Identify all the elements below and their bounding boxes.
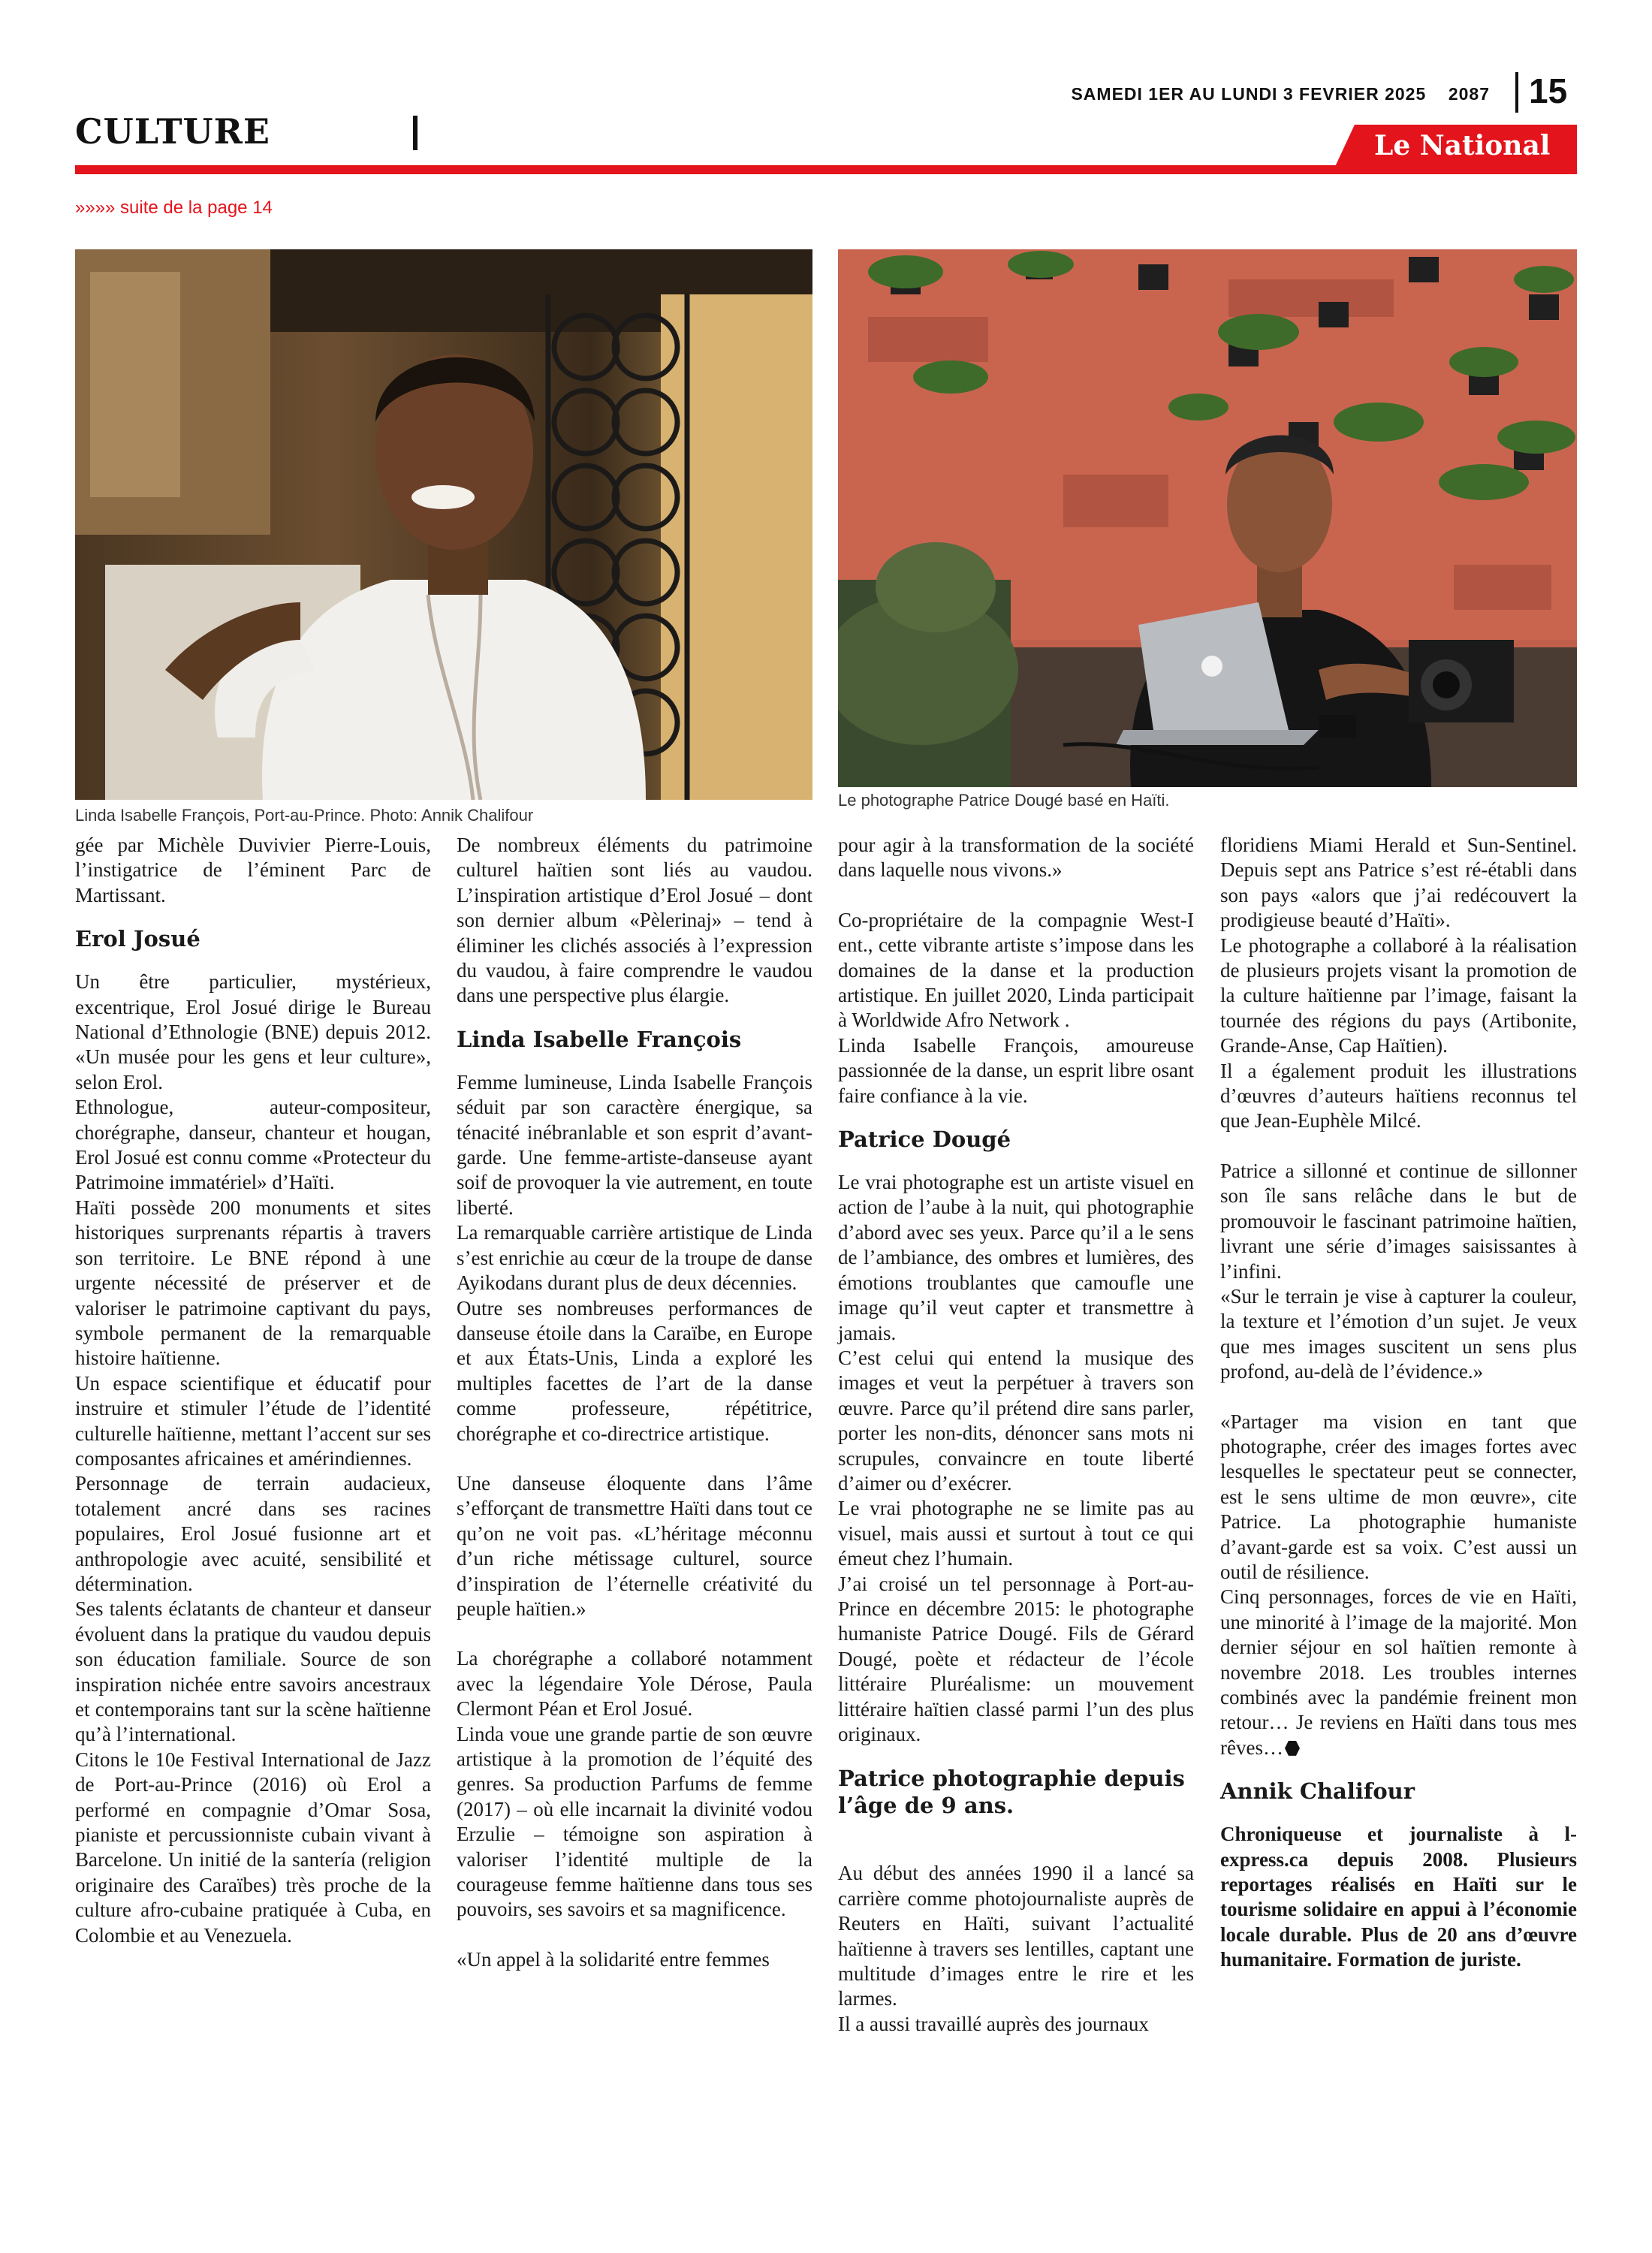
article-column-4 xyxy=(1220,833,1577,1973)
photo-linda-francois xyxy=(75,249,812,800)
paragraph: Femme lumineuse, Linda Isabelle François séduit par son caractère énergique, sa ténacité inébranlable et son esprit d’avant-garde. Une femme-artiste-danseuse ayant soif de provoquer la vie autrement, en toute liberté. xyxy=(457,1070,812,1219)
photo-patrice-dauge xyxy=(838,249,1577,787)
photo-caption-left: Linda Isabelle François, Port-au-Prince. Photo: Annik Chalifour xyxy=(75,806,534,825)
paragraph: «Sur le terrain je vise à capturer la couleur, la texture et l’émotion d’un sujet. Je veux que mes images suscitent un sens plus profond, au-delà de l’évidence.» xyxy=(1220,1284,1577,1383)
paragraph: Le photographe a collaboré à la réalisation de plusieurs projets visant la promotion de la culture haïtienne par l’image, faisant la tournée des régions du pays (Artibonite, Grande-Anse, Cap Haïtien). xyxy=(1220,933,1577,1057)
article-column-2 xyxy=(457,833,812,1972)
brand-name: Le National xyxy=(1374,130,1551,161)
issue-number: 2087 xyxy=(1448,84,1490,104)
paragraph: floridiens Miami Herald et Sun-Sentinel. Depuis sept ans Patrice s’est ré-établi dans son pays «alors que j’ai redécouvert la prodigieuse beauté d’Haïti». xyxy=(1220,834,1577,932)
header-rule xyxy=(75,165,1577,174)
paragraph: Outre ses nombreuses performances de danseuse étoile dans la Caraïbe, en Europe et aux États-Unis, Linda a exploré les multiples facettes de l’art de la danse comme professeure, répétitrice, chorégraphe et co-directrice artistique. xyxy=(457,1296,812,1445)
article-column-1 xyxy=(75,833,431,1948)
author-name: Annik Chalifour xyxy=(1220,1778,1415,1805)
paragraph: Linda Isabelle François, amoureuse passionnée de la danse, un esprit libre osant faire confiance à la vie. xyxy=(838,1033,1194,1107)
closing-paragraph: Cinq personnages, forces de vie en Haïti, une minorité à l’image de la majorité. Mon dernier séjour en sol haïtien remonte à novembre 2018. Les troubles internes combinés avec la pandémie freinent mon retour… Je reviens en Haïti dans tous mes rêves… xyxy=(1220,1585,1577,1759)
paragraph: La remarquable carrière artistique de Linda s’est enrichie au cœur de la troupe de danse Ayikodans durant plus de deux décennies. xyxy=(457,1221,812,1295)
issue-date: SAMEDI 1ER AU LUNDI 3 FEVRIER 2025 xyxy=(1071,84,1427,104)
paragraph: Co-propriétaire de la compagnie West-I ent., cette vibrante artiste s’impose dans les domaines de la danse et la production artistique. En juillet 2020, Linda participait à Worldwide Afro Network . xyxy=(838,908,1194,1032)
paragraph: Linda voue une grande partie de son œuvre artistique à la promotion de l’équité des genres. Sa production Parfums de femme (2017) – où elle incarnait la divinité vodou Erzulie – témoigne son aspiration à valoriser l’identité multiple de la courageuse femme haïtienne dans tous ses pouvoirs, ses savoirs et sa magnificence. xyxy=(457,1722,812,1921)
paragraph: Haïti possède 200 monuments et sites historiques surprenants répartis à travers son territoire. Le BNE répond à une urgente nécessité de préserver et de valoriser le patrimoine captivant du pays, symbole permanent de la remarquable histoire haïtienne. xyxy=(75,1196,431,1370)
paragraph: De nombreux éléments du patrimoine culturel haïtien sont liés au vaudou. L’inspiration artistique d’Erol Josué – dont son dernier album «Pèlerinaj» – tend à éliminer les clichés associés à l’expression du vaudou, à faire comprendre le vaudou dans une perspective plus élargie. xyxy=(457,834,812,1007)
page-number-divider xyxy=(1515,72,1518,113)
paragraph: Le vrai photographe ne se limite pas au visuel, mais aussi et surtout à tout ce qui émeut chez l’humain. xyxy=(838,1497,1194,1570)
photo-caption-right: Le photographe Patrice Dougé basé en Haïti. xyxy=(838,791,1170,810)
section-separator xyxy=(413,116,418,150)
article-column-3 xyxy=(838,833,1194,2037)
subheading-linda-francois: Linda Isabelle François xyxy=(457,1026,742,1052)
paragraph: C’est celui qui entend la musique des images et veut la perpétuer à travers son œuvre. Parce qu’il prétend dire sans parler, porter les non-dits, dénoncer sans mots ni scrupules, convaincre en toute liberté d’aimer ou d’exécrer. xyxy=(838,1346,1194,1494)
paragraph: Au début des années 1990 il a lancé sa carrière comme photojournaliste auprès de Reuters en Haïti, suivant l’actualité haïtienne à travers ses lentilles, captant une multitude d’images entre le rire et les larmes. xyxy=(838,1862,1194,2010)
date-line xyxy=(1071,84,1490,104)
paragraph: Ses talents éclatants de chanteur et danseur évoluent dans la pratique du vaudou depuis son éducation familiale. Source de son inspiration nichée entre savoirs ancestraux et contemporains tant sur la scène haïtienne qu’à l’international. xyxy=(75,1597,431,1746)
continued-from-note: »»»» suite de la page 14 xyxy=(75,198,273,218)
paragraph: «Un appel à la solidarité entre femmes xyxy=(457,1947,770,1971)
paragraph: Ethnologue, auteur-compositeur, chorégraphe, danseur, chanteur et hougan, Erol Josué est connu comme «Protecteur du Patrimoine immatériel» d’Haïti. xyxy=(75,1096,431,1194)
subheading-patrice-dauge: Patrice Dougé xyxy=(838,1126,1011,1153)
paragraph: J’ai croisé un tel personnage à Port-au-Prince en décembre 2015: le photographe humaniste Patrice Dougé. Fils de Gérard Dougé, poète et rédacteur de l’école littéraire Pluréalisme: un mouvement littéraire haïtien classé parmi l’un des plus originaux. xyxy=(838,1572,1194,1745)
paragraph: Un être particulier, mystérieux, excentrique, Erol Josué dirige le Bureau National d’Ethnologie (BNE) depuis 2012. «Un musée pour les gens et leur culture», selon Erol. xyxy=(75,970,431,1093)
paragraph: Citons le 10e Festival International de Jazz de Port-au-Prince (2016) où Erol a performé en compagnie d’Omar Sosa, pianiste et percussionniste cubain vivant à Barcelone. Un initié de la santería (religion originaire des Caraïbes) très proche de la culture afro-cubaine pratiquée à Cuba, en Colombie et au Venezuela. xyxy=(75,1748,431,1947)
paragraph: pour agir à la transformation de la société dans laquelle nous vivons.» xyxy=(838,834,1194,882)
paragraph: «Partager ma vision en tant que photographe, créer des images fortes avec lesquelles le spectateur peut se connecter, est le sens ultime de mon œuvre», cite Patrice. La photographie humaniste d’avant-garde est sa voix. C’est aussi un outil de résilience. xyxy=(1220,1410,1577,1583)
paragraph: Un espace scientifique et éducatif pour instruire et stimuler l’étude de l’identité culturelle haïtienne, mettant l’accent sur ses composantes africaines et amérindiennes. xyxy=(75,1371,431,1470)
paragraph: Le vrai photographe est un artiste visuel en action de l’aube à la nuit, qui photographie d’abord avec ses yeux. Parce qu’il a le sens de l’ambiance, des ombres et lumières, des émotions troublantes que camoufle une image qu’il veut capter et transmettre à jamais. xyxy=(838,1171,1194,1344)
paragraph: Une danseuse éloquente dans l’âme s’efforçant de transmettre Haïti dans tout ce qu’on ne voit pas. «L’héritage méconnu d’un riche métissage culturel, source d’inspiration de l’éternelle créativité du peuple haïtien.» xyxy=(457,1471,812,1620)
paragraph: gée par Michèle Duvivier Pierre-Louis, l’instigatrice de l’éminent Parc de Martissant. xyxy=(75,834,431,906)
paragraph: Il a aussi travaillé auprès des journaux xyxy=(838,2012,1149,2035)
subheading-photography-age: Patrice photographie depuis l’âge de 9 ans. xyxy=(838,1766,1185,1819)
subheading-erol-josue: Erol Josué xyxy=(75,926,200,952)
paragraph xyxy=(1220,1585,1577,1760)
end-of-article-icon xyxy=(1285,1741,1300,1756)
page-number: 15 xyxy=(1529,71,1568,110)
section-title: CULTURE xyxy=(75,111,270,152)
paragraph: Il a également produit les illustrations d’œuvres d’auteurs haïtiens reconnus tel que Jean-Euphèle Milcé. xyxy=(1220,1059,1577,1133)
author-bio: Chroniqueuse et journaliste à l-express.ca depuis 2008. Plusieurs reportages réalisés en Haïti sur le tourisme solidaire en appui à l’économie locale durable. Plus de 20 ans d’œuvre humanitaire. Formation de juriste. xyxy=(1220,1823,1577,1971)
paragraph: Personnage de terrain audacieux, totalement ancré dans ses racines populaires, Erol Josué fusionne art et anthropologie avec acuité, sensibilité et détermination. xyxy=(75,1472,431,1595)
paragraph: Patrice a sillonné et continue de sillonner son île sans relâche dans le but de promouvoir le fascinant patrimoine haïtien, livrant une série d’images saisissantes à l’infini. xyxy=(1220,1159,1577,1283)
paragraph: La chorégraphe a collaboré notamment avec la légendaire Yole Dérose, Paula Clermont Péan et Erol Josué. xyxy=(457,1647,812,1721)
